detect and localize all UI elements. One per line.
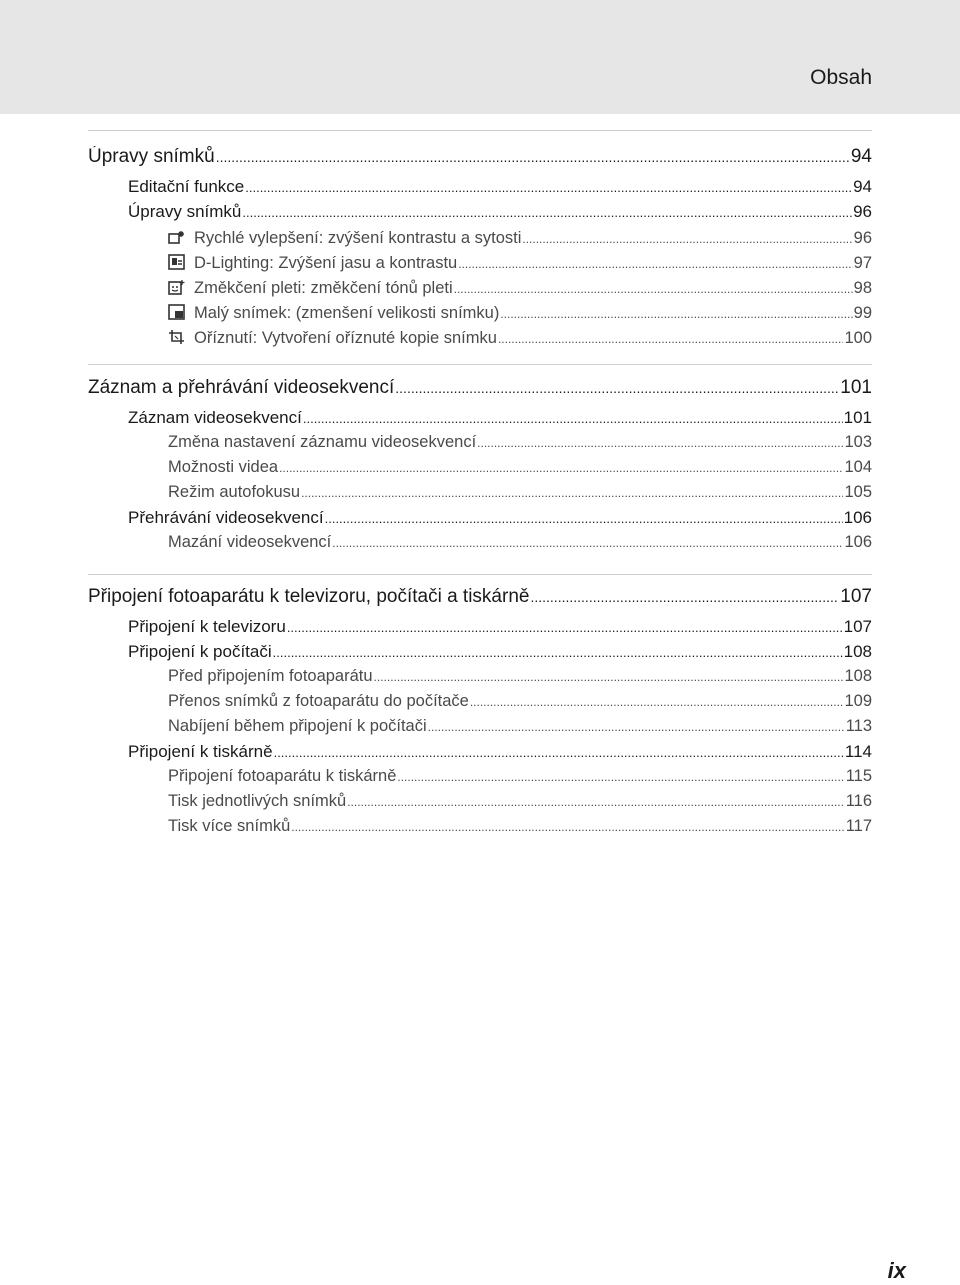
toc-entry-text: Připojení fotoaparátu k tiskárně <box>168 767 397 785</box>
toc-entry-text: Připojení k televizoru <box>128 617 286 636</box>
toc-entry-text: Úpravy snímků <box>128 202 242 221</box>
toc-entry-pripojeni-k-pocitaci[interactable] <box>128 642 872 664</box>
dot-leader <box>470 695 844 709</box>
dot-leader <box>287 620 843 635</box>
small-picture-icon <box>168 304 186 320</box>
dot-leader <box>397 770 844 784</box>
toc-entry-zmena-nastaveni-zaznamu-videosekvenci[interactable] <box>168 433 872 455</box>
toc-entry-label <box>168 692 469 711</box>
toc-entry-label <box>168 767 396 786</box>
toc-entry-pripojeni-fotoaparatu-k-televizoru-pocitaci-a-tiskarne[interactable] <box>88 586 872 610</box>
toc-entry-mazani-videosekvenci[interactable] <box>168 533 872 555</box>
toc-page-number: 96 <box>853 202 872 221</box>
toc-entry-text: Editační funkce <box>128 177 245 196</box>
toc-entry-pripojeni-k-tiskarne[interactable] <box>128 742 872 764</box>
toc-entry-text: Oříznutí: Vytvoření oříznuté kopie snímku <box>194 329 497 347</box>
toc-page-number: 97 <box>853 254 872 272</box>
toc-page-number: 108 <box>844 667 872 685</box>
dot-leader <box>458 257 852 271</box>
dot-leader <box>395 380 839 396</box>
d-lighting-icon <box>168 254 186 270</box>
toc-entry-label <box>88 146 215 168</box>
toc-entry-zaznam-videosekvenci[interactable] <box>128 408 872 430</box>
dot-leader <box>291 820 844 834</box>
toc-entry-label <box>128 742 273 762</box>
toc-page-number: 96 <box>853 229 872 247</box>
toc-entry-text: Přehrávání videosekvencí <box>128 508 324 527</box>
divider-1 <box>88 364 872 365</box>
toc-page-number: 114 <box>844 742 872 761</box>
toc-page-number: 108 <box>843 642 872 661</box>
toc-page-number: 113 <box>845 717 872 735</box>
toc-entry-text: Tisk jednotlivých snímků <box>168 792 347 810</box>
dot-leader <box>498 332 844 346</box>
toc-entry-label <box>128 177 244 197</box>
toc-page-number: 106 <box>843 508 872 527</box>
toc-entry-label <box>168 458 278 477</box>
toc-entry-text: Úpravy snímků <box>88 146 215 167</box>
toc-page-number: 116 <box>845 792 872 810</box>
header-band <box>0 0 960 114</box>
toc-page-number: 103 <box>844 433 872 451</box>
toc-entry-label <box>88 377 394 399</box>
toc-entry-text: Záznam videosekvencí <box>128 408 302 427</box>
toc-page-number: 115 <box>845 767 872 785</box>
toc-page-number: 94 <box>850 146 872 167</box>
toc-entry-text: Před připojením fotoaparátu <box>168 667 373 685</box>
dot-leader <box>347 795 844 809</box>
dot-leader <box>500 307 852 321</box>
dot-leader <box>301 486 843 500</box>
toc-entry-text: Tisk více snímků <box>168 817 291 835</box>
toc-entry-tisk-vice-snimku[interactable] <box>168 817 872 839</box>
toc-entry-text: Přenos snímků z fotoaparátu do počítače <box>168 692 469 710</box>
toc-entry-label <box>128 508 324 528</box>
toc-entry-editacni-funkce[interactable] <box>128 177 872 199</box>
toc-entry-zaznam-a-prehravani-videosekvenci[interactable] <box>88 377 872 401</box>
toc-page-number: 104 <box>844 458 872 476</box>
toc-entry-pripojeni-fotoaparatu-k-tiskarne[interactable] <box>168 767 872 789</box>
dot-leader <box>279 461 843 475</box>
dot-leader <box>245 180 852 195</box>
dot-leader <box>374 670 844 684</box>
toc-page-number: 101 <box>843 408 872 427</box>
dot-leader <box>242 205 852 220</box>
toc-page-number: 109 <box>844 692 872 710</box>
toc-entry-label <box>168 817 290 836</box>
toc-entry-label <box>128 617 286 637</box>
toc-entry-upravy-snimku[interactable] <box>88 146 872 170</box>
toc-page-number: 99 <box>853 304 872 322</box>
toc-entry-label <box>128 642 272 662</box>
toc-entry-text: Změna nastavení záznamu videosekvencí <box>168 433 477 451</box>
toc-entry-label <box>168 717 427 736</box>
toc-entry-pripojeni-k-televizoru[interactable] <box>128 617 872 639</box>
divider-2 <box>88 574 872 575</box>
toc-entry-label <box>168 227 521 248</box>
toc-entry-zmekceni-pleti-zmekceni-tonu-pleti[interactable] <box>168 277 872 299</box>
toc-page-number: 94 <box>853 177 872 196</box>
toc-entry-text: Nabíjení během připojení k počítači <box>168 717 427 735</box>
toc-page-number: 107 <box>843 617 872 636</box>
toc-entry-rezim-autofokusu[interactable] <box>168 483 872 505</box>
dot-leader <box>303 411 843 426</box>
toc-page-number: 105 <box>844 483 872 501</box>
toc-entry-text: Mazání videosekvencí <box>168 533 332 551</box>
toc-entry-oriznuti-vytvoreni-oriznute-kopie-snimku[interactable] <box>168 327 872 349</box>
toc-page-number: 107 <box>840 586 872 607</box>
toc-entry-d-lighting-zvyseni-jasu-a-kontrastu[interactable] <box>168 252 872 274</box>
toc-entry-label <box>128 408 302 428</box>
toc-entry-text: Možnosti videa <box>168 458 279 476</box>
dot-leader <box>428 720 845 734</box>
dot-leader <box>530 589 839 605</box>
toc-entry-label <box>168 792 346 811</box>
toc-entry-label <box>168 483 300 502</box>
dot-leader <box>274 745 844 760</box>
toc-entry-text: Rychlé vylepšení: zvýšení kontrastu a sytosti <box>194 229 522 247</box>
quick-retouch-icon <box>168 229 186 245</box>
toc-page-number: 117 <box>845 817 872 835</box>
toc-page-number: 98 <box>853 279 872 297</box>
toc-page-number: 100 <box>844 329 872 347</box>
dot-leader <box>273 645 843 660</box>
toc-entry-text: Záznam a přehrávání videosekvencí <box>88 377 395 398</box>
toc-entry-moznosti-videa[interactable] <box>168 458 872 480</box>
toc-entry-label <box>168 433 476 452</box>
toc-entry-label <box>168 302 499 323</box>
dot-leader <box>454 282 853 296</box>
toc-entry-label <box>168 667 373 686</box>
toc-entry-text: Připojení fotoaparátu k televizoru, počítači a tiskárně <box>88 586 530 607</box>
crop-icon <box>168 329 186 345</box>
toc-entry-text: Připojení k počítači <box>128 642 272 661</box>
dot-leader <box>325 511 843 526</box>
toc-page-number: 106 <box>844 533 872 551</box>
divider-top <box>88 130 872 131</box>
dot-leader <box>477 436 843 450</box>
toc-entry-prehravani-videosekvenci[interactable] <box>128 508 872 530</box>
dot-leader <box>522 232 852 246</box>
page-title: Obsah <box>810 66 872 89</box>
toc-entry-upravy-snimku[interactable] <box>128 202 872 224</box>
toc-entry-label <box>88 586 529 608</box>
toc-entry-prenos-snimku-z-fotoaparatu-do-pocitace[interactable] <box>168 692 872 714</box>
toc-page-number: 101 <box>840 377 872 398</box>
toc-entry-maly-snimek-zmenseni-velikosti-snimku[interactable] <box>168 302 872 324</box>
dot-leader <box>216 149 850 165</box>
toc-entry-text: Připojení k tiskárně <box>128 742 273 761</box>
toc-entry-rychle-vylepseni-zvyseni-kontrastu-a-sytosti[interactable] <box>168 227 872 249</box>
skin-softening-icon <box>168 279 186 295</box>
toc-entry-label <box>168 277 453 298</box>
toc-entry-pred-pripojenim-fotoaparatu[interactable] <box>168 667 872 689</box>
dot-leader <box>332 536 843 550</box>
toc-entry-text: Malý snímek: (zmenšení velikosti snímku) <box>194 304 500 322</box>
toc-entry-tisk-jednotlivych-snimku[interactable] <box>168 792 872 814</box>
toc-entry-label <box>128 202 241 222</box>
toc-entry-label <box>168 327 497 348</box>
toc-entry-text: D-Lighting: Zvýšení jasu a kontrastu <box>194 254 458 272</box>
toc-entry-label <box>168 533 331 552</box>
toc-entry-nabijeni-behem-pripojeni-k-pocitaci[interactable] <box>168 717 872 739</box>
toc-entry-label <box>168 252 457 273</box>
toc-entry-text: Změkčení pleti: změkčení tónů pleti <box>194 279 453 297</box>
toc-entry-text: Režim autofokusu <box>168 483 301 501</box>
page-number: ix <box>887 1258 906 1283</box>
